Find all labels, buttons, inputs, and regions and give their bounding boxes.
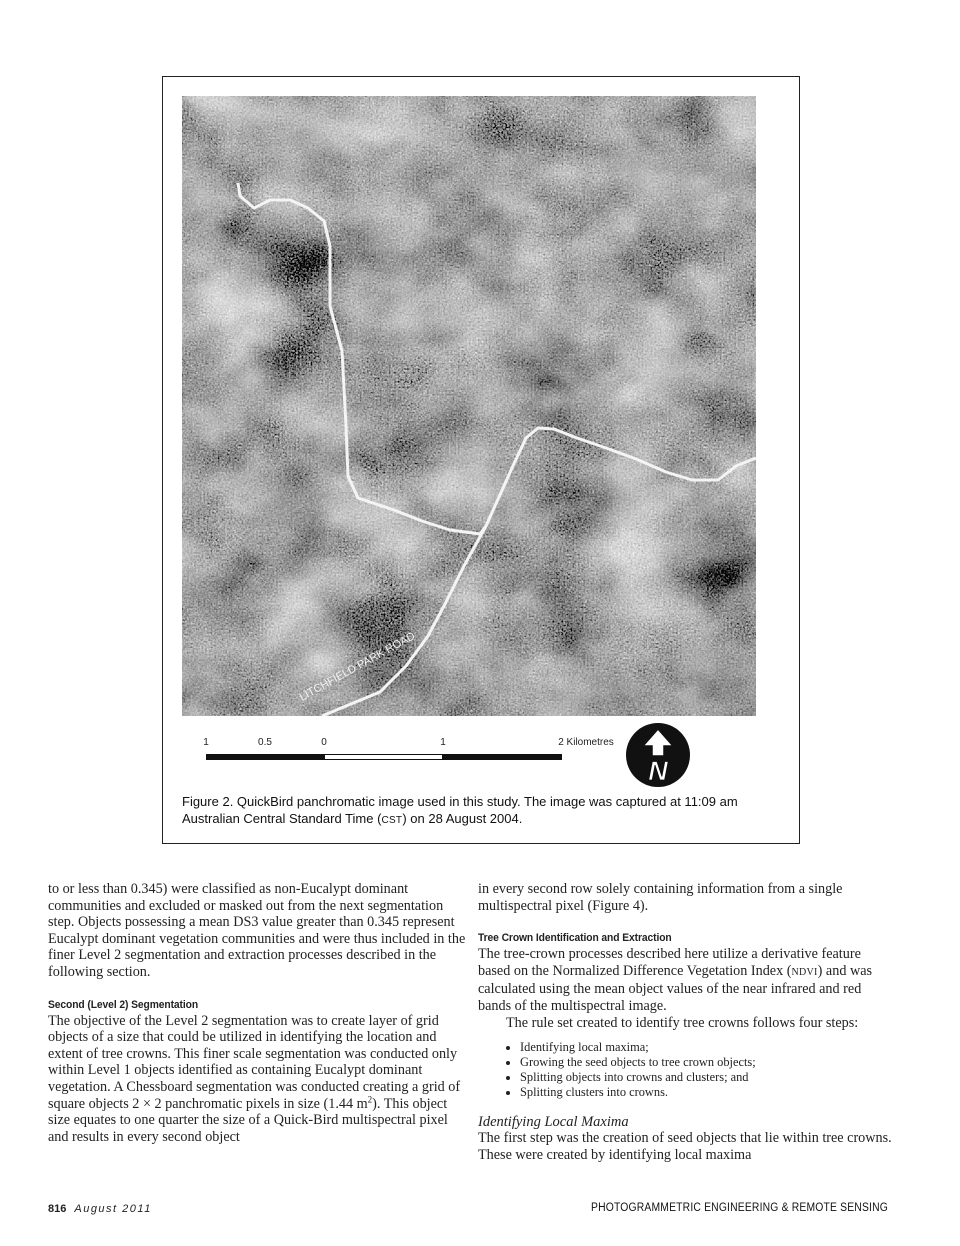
- scale-label: 0: [321, 737, 327, 748]
- scale-segment: [206, 754, 324, 760]
- section-heading: Second (Level 2) Segmentation: [48, 998, 199, 1011]
- figure-caption: Figure 2. QuickBird panchromatic image used in this study. The image was captured at 11:09 am Australian Central Standard Time (CST) on 28 August 2004.: [182, 794, 738, 826]
- left-column: [48, 881, 466, 1145]
- paragraph: The first step was the creation of seed objects that lie within tree crowns. These were created by identifying local maxima: [478, 1130, 892, 1163]
- scale-label: 2 Kilometres: [558, 737, 614, 748]
- scale-segment: [324, 754, 443, 760]
- issue-date: August 2011: [74, 1203, 152, 1215]
- scale-bar: [201, 737, 621, 777]
- journal-name: PHOTOGRAMMETRIC ENGINEERING & REMOTE SENSING: [591, 1202, 888, 1214]
- list-item: • Splitting clusters into crowns.: [520, 1085, 896, 1100]
- paragraph: The objective of the Level 2 segmentation was to create layer of grid objects of a size that could be utilized in identifying the location and extent of tree crowns. This finer scale segmentation was conducted only within Level 1 objects identified as containing Eucalypt dominant vegetation. A Chessboard segmentation was conducted creating a grid of square objects 2 × 2 panchromatic pixels in size (1.44 $m^2$). This object size equates to one quarter the size of a Quick-Bird multispectral pixel and results in every second object: [48, 1012, 461, 1145]
- satellite-image: [182, 96, 756, 716]
- figure: [162, 76, 800, 844]
- page-number: 816: [48, 1203, 67, 1215]
- footer-page-info: [48, 1203, 152, 1215]
- list-item: • Growing the seed objects to tree crown objects;: [520, 1055, 896, 1070]
- scale-label: 1: [440, 737, 446, 748]
- scale-label: 0.5: [258, 737, 272, 748]
- scale-segment: [443, 754, 562, 760]
- paragraph: The tree-crown processes described here utilize a derivative feature based on the Normalized Difference Vegetation Index (NDVI) and was calculated using the mean object values of the near infrared and red bands of the multispectral image.: [478, 946, 873, 1014]
- paragraph: in every second row solely containing information from a single multispectral pixel (Figure 4).: [478, 881, 843, 914]
- north-label: N: [648, 756, 668, 786]
- bullet-list: [478, 1040, 896, 1100]
- scale-label: 1: [203, 737, 209, 748]
- subsection-heading: Identifying Local Maxima: [478, 1114, 629, 1131]
- right-column: [478, 881, 896, 1163]
- north-arrow-icon: [625, 722, 691, 788]
- list-item: • Identifying local maxima;: [520, 1040, 896, 1055]
- caption-abbreviation: CST: [381, 815, 403, 826]
- paragraph: The rule set created to identify tree crowns follows four steps:: [506, 1014, 859, 1031]
- paragraph: to or less than 0.345) were classified as non-Eucalypt dominant communities and excluded or masked out from the next segmentation step. Objects possessing a mean DS3 value greater than 0.345 represent Eucalypt dominant vegetation communities and were thus included in the finer Level 2 segmentation and extraction processes described in the following section.: [48, 881, 466, 980]
- satellite-texture: [182, 96, 756, 716]
- road-label: LITCHFIELD PARK ROAD: [297, 630, 418, 704]
- section-heading: Tree Crown Identification and Extraction: [478, 932, 672, 945]
- list-item: • Splitting objects into crowns and clusters; and: [520, 1070, 896, 1085]
